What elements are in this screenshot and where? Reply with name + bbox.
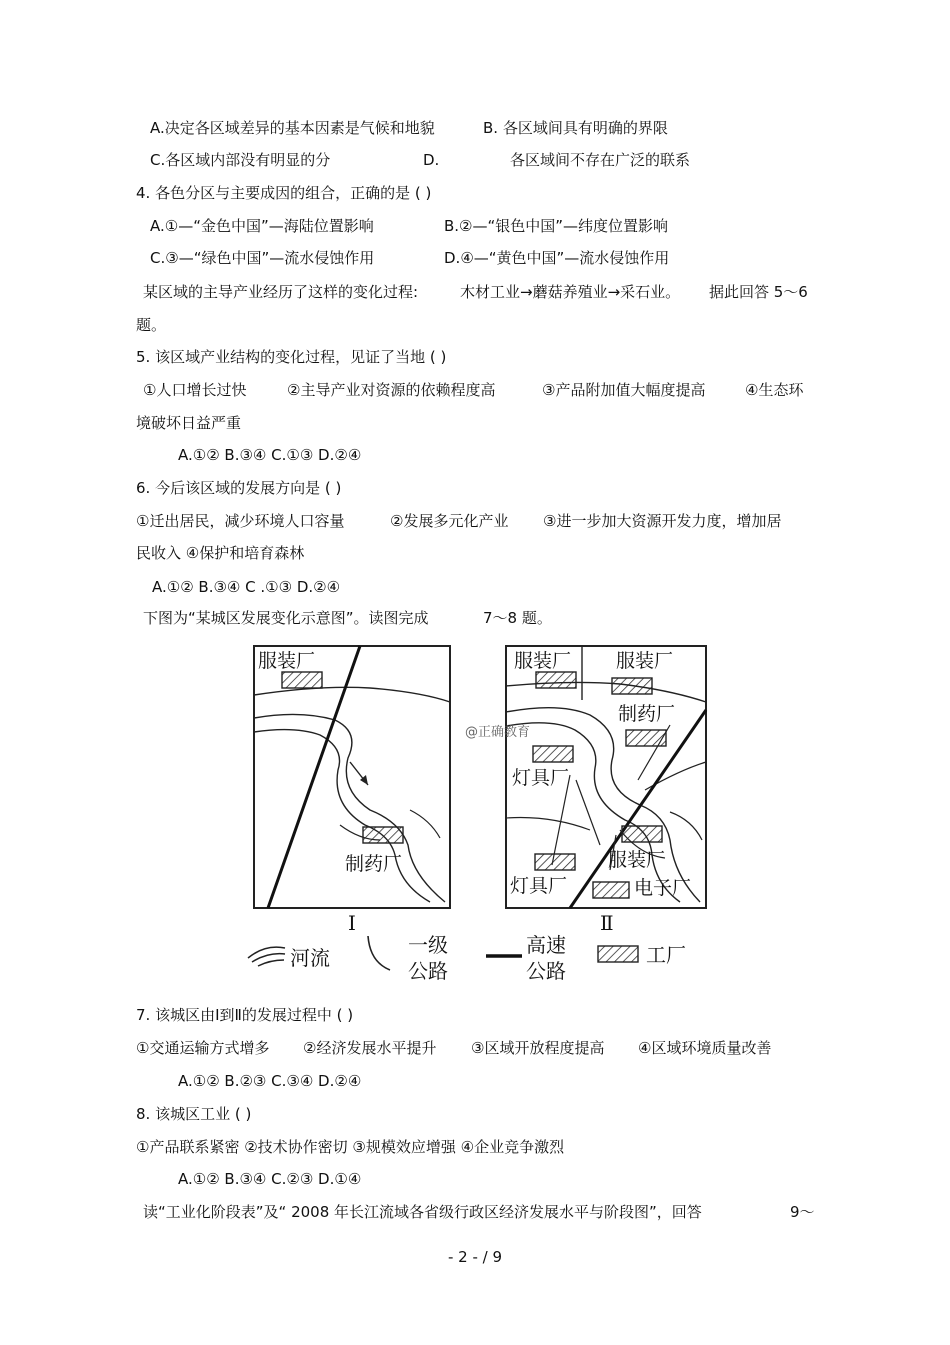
panel2-factory-tr-label: 服装厂 xyxy=(616,650,674,672)
text-line-q7o3: ③区域开放程度提高 xyxy=(471,1039,605,1057)
text-line-p56d: 题。 xyxy=(136,316,167,334)
text-line-q6o2: ②发展多元化产业 xyxy=(390,512,509,530)
text-line-q8o: ①产品联系紧密 ②技术协作密切 ③规模效应增强 ④企业竞争激烈 xyxy=(136,1138,565,1156)
legend-road1-l1: 一级 xyxy=(408,933,448,957)
text-line-q5o2: ②主导产业对资源的依赖程度高 xyxy=(287,381,496,399)
panel-2 xyxy=(465,646,706,935)
legend-road1-l2: 公路 xyxy=(408,959,448,983)
text-line-q7o1: ①交通运输方式增多 xyxy=(136,1039,270,1057)
text-line-q6o3: ③进一步加大资源开发力度，增加居 xyxy=(543,512,782,530)
text-line-q3d: D. xyxy=(423,151,440,169)
panel2-lamp1-label: 灯具厂 xyxy=(512,767,570,789)
text-line-p56c: 据此回答 5～6 xyxy=(709,283,808,301)
text-line-q7o4: ④区域环境质量改善 xyxy=(638,1039,772,1057)
text-line-q6: 6. 今后该区域的发展方向是 ( ) xyxy=(136,479,342,497)
panel2-pharma-label: 制药厂 xyxy=(618,703,676,725)
text-line-p56b: 木材工业→蘑菇养殖业→采石业。 xyxy=(460,283,681,301)
text-line-q3a: A.决定各区域差异的基本因素是气候和地貌 xyxy=(150,119,435,137)
panel2-lamp2-label: 灯具厂 xyxy=(510,875,568,897)
text-line-q7o2: ②经济发展水平提升 xyxy=(303,1039,437,1057)
text-line-p56a: 某区域的主导产业经历了这样的变化过程: xyxy=(143,283,419,301)
panel2-roman: Ⅱ xyxy=(600,911,614,935)
panel-1 xyxy=(254,646,450,935)
text-line-q5o1: ①人口增长过快 xyxy=(143,381,247,399)
text-line-q7: 7. 该城区由Ⅰ到Ⅱ的发展过程中 ( ) xyxy=(136,1006,354,1024)
text-line-q7ans: A.①② B.②③ C.③④ D.②④ xyxy=(178,1072,362,1090)
watermark: @正确教育 xyxy=(465,725,531,740)
text-line-q4a: A.①—“金色中国”—海陆位置影响 xyxy=(150,217,374,235)
panel2-factory-tl-label: 服装厂 xyxy=(514,650,572,672)
text-line-q3d2: 各区域间不存在广泛的联系 xyxy=(510,151,691,169)
text-line-p9a: 读“工业化阶段表”及“ 2008 年长江流域各省级行政区经济发展水平与阶段图”，回答 xyxy=(143,1203,702,1221)
text-line-q5o4b: 境破坏日益严重 xyxy=(136,414,242,432)
text-line-q5: 5. 该区域产业结构的变化过程，见证了当地 ( ) xyxy=(136,348,447,366)
panel2-cloth-label: 服装厂 xyxy=(608,849,666,871)
text-line-q3b: B. 各区域间具有明确的界限 xyxy=(483,119,668,137)
legend-hw-l1: 高速 xyxy=(526,933,566,957)
panel1-roman: Ⅰ xyxy=(348,911,356,935)
text-line-q4d: D.④—“黄色中国”—流水侵蚀作用 xyxy=(444,249,670,267)
panel1-factory-top-label: 服装厂 xyxy=(258,650,316,672)
text-line-q4b: B.②—“银色中国”—纬度位置影响 xyxy=(444,217,669,235)
text-line-q6o1: ①迁出居民，减少环境人口容量 xyxy=(136,512,345,530)
text-line-q3c: C.各区域内部没有明显的分 xyxy=(150,151,331,169)
legend-factory: 工厂 xyxy=(646,943,686,967)
legend-hw-l2: 公路 xyxy=(526,959,566,983)
text-line-q6ans: A.①② B.③④ C .①③ D.②④ xyxy=(152,578,341,596)
legend-river: 河流 xyxy=(290,946,330,970)
page-number: - 2 - / 9 xyxy=(447,1248,503,1266)
text-line-q5ans: A.①② B.③④ C.①③ D.②④ xyxy=(178,446,362,464)
text-line-q8ans: A.①② B.③④ C.②③ D.①④ xyxy=(178,1170,362,1188)
text-line-p9b: 9～ xyxy=(790,1203,815,1221)
text-line-q6o3b: 民收入 ④保护和培育森林 xyxy=(136,544,305,562)
panel1-factory-bottom-label: 制药厂 xyxy=(345,853,403,875)
text-line-q4c: C.③—“绿色中国”—流水侵蚀作用 xyxy=(150,249,375,267)
panel2-electronics-label: 电子厂 xyxy=(634,877,692,899)
text-line-q8: 8. 该城区工业 ( ) xyxy=(136,1105,252,1123)
legend xyxy=(248,933,686,983)
text-line-p78b: 7～8 题。 xyxy=(483,609,552,627)
text-line-q5o3: ③产品附加值大幅度提高 xyxy=(542,381,706,399)
city-development-diagram xyxy=(240,640,710,1000)
text-line-q4: 4. 各色分区与主要成因的组合，正确的是 ( ) xyxy=(136,184,432,202)
text-line-p78a: 下图为“某城区发展变化示意图”。读图完成 xyxy=(143,609,429,627)
text-line-q5o4: ④生态环 xyxy=(745,381,804,399)
